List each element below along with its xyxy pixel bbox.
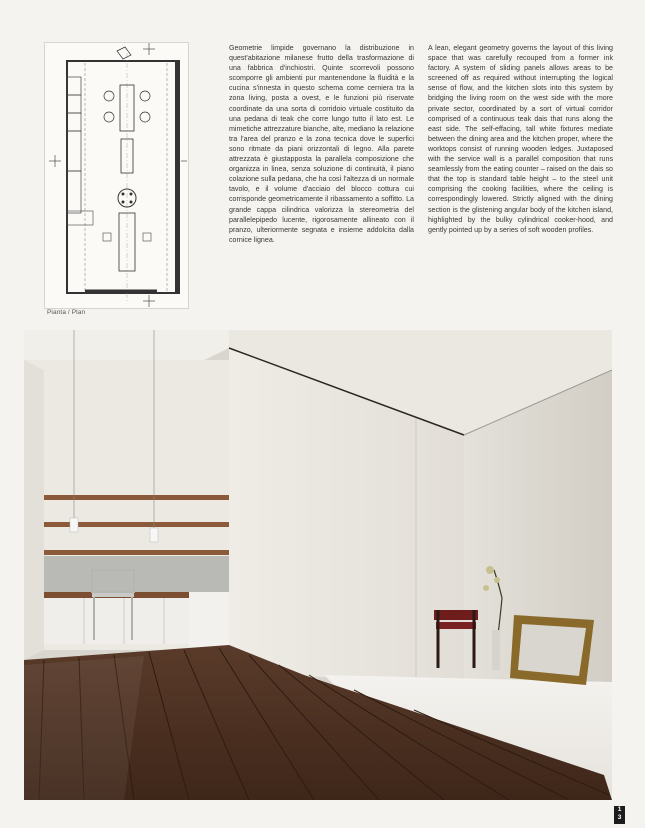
plan-stool <box>103 233 111 241</box>
plan-burner <box>130 201 133 204</box>
interior-photograph <box>24 330 612 800</box>
plan-cabinet <box>67 77 81 95</box>
page-number-digit: 1 <box>617 806 622 813</box>
plan-cabinet <box>67 95 81 113</box>
photo-steel-splash <box>44 556 229 592</box>
floor-plan-svg <box>45 43 188 308</box>
plan-chair <box>104 112 114 122</box>
page-number-tab <box>614 806 625 824</box>
plan-burner <box>122 193 125 196</box>
interior-photo-svg <box>24 330 612 800</box>
photo-shelf <box>44 550 229 555</box>
floor-plan-drawing <box>44 42 189 309</box>
plan-chair <box>140 112 150 122</box>
plan-chair <box>140 91 150 101</box>
plan-cabinet <box>67 171 81 213</box>
photo-shelf <box>44 495 229 500</box>
photo-pendant-light <box>150 528 158 542</box>
italian-text-column: Geometrie limpide governano la distribuzione in quest'abitazione milanese frutto della trasformazione di una fabbrica d'inchiostri. Quinte scorrevoli possono scomporre gli ambienti pur mantenendone la fluidità e la cucina s'innesta in questo schema come cerniera tra la zona living, posta a ovest, e le funzioni più riservate coordinate da una sorta di corridoio virtuale costituito da una pedana di teak che corre lungo tutto il lato est. Le mimetiche attrezzature bianche, alte, mediano la relazione tra l'area del pranzo e la zona tecnica dove le superfici sono ritmate da piani orizzontali di legno. Alla parete attrezzata è giustapposta la parallela composizione che organizza in linea, senza soluzione di continuità, il piano colazione sulla pedana, che ha così l'altezza di un normale tavolo, e il volume d'acciaio del blocco cottura cui corrisponde geometricamente il ribassamento a soffitto. La grande cappa cilindrica valorizza la stereometria del parallelepipedo lucente, rigorosamente allineato con il pranzo, ulteriormente segnata e insieme addolcita dalla cornice lignea. <box>229 44 414 244</box>
plan-burner <box>122 201 125 204</box>
photo-red-chair <box>434 610 478 620</box>
photo-island <box>189 592 229 650</box>
plan-cabinet <box>67 131 81 171</box>
plan-cabinet <box>67 113 81 131</box>
plan-outer-wall <box>67 61 179 293</box>
page-number-digit: 3 <box>617 814 622 821</box>
plan-counter <box>119 213 135 271</box>
photo-pendant-light <box>70 518 78 532</box>
plan-east-wall <box>175 61 179 293</box>
plan-door <box>117 47 131 59</box>
plan-burner <box>130 193 133 196</box>
plan-caption: Pianta / Plan <box>47 309 86 316</box>
plan-chair <box>104 91 114 101</box>
english-text-column: A lean, elegant geometry governs the layout of this living space that was carefully recouped from a former ink factory. A system of sliding panels allows areas to be screened off as required without interrupting the logical sense of flow, and the kitchen slots into this system by bridging the living room on the west side with the more private sector, coordinated by a sort of virtual corridor comprised of a continuous teak dais that runs along the east side. The self-effacing, tall white fixtures mediate between the dining area and the kitchen proper, where the worktops consist of running wooden ledges. Juxtaposed with the service wall is a parallel composition that runs seamlessly from the eating counter – raised on the dais so that the top is standard table height – to the steel unit comprising the cooking facilities, where the ceiling is correspondingly lowered. Strictly aligned with the dining section is the glistening angular body of the kitchen island, highlighted by the bulky cylindrical cooker-hood, and gently pointed up by a series of soft wooden profiles. <box>428 44 613 234</box>
plan-stool <box>143 233 151 241</box>
